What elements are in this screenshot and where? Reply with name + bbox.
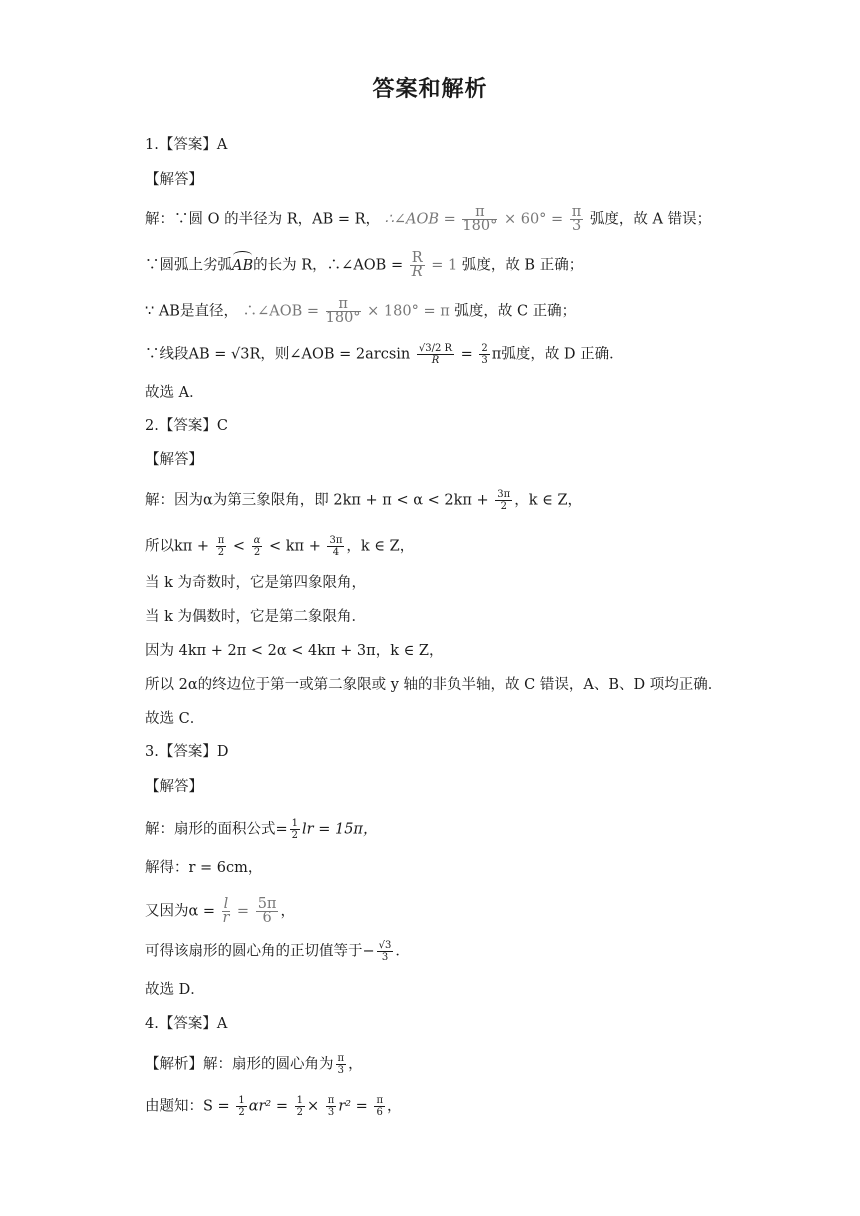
q3-step-2: 解得：r = 6cm，	[145, 860, 263, 876]
frac-pi-over-3: $\frac{\pi}{3}$	[571, 204, 582, 234]
q2-step-6: 所以 2α的终边位于第一或第二象限或 y 轴的非负半轴，故 C 错误，A、B、D 项均正确．	[145, 677, 723, 693]
arc-ab: AB	[232, 257, 254, 274]
frac-sqrt3-2R-over-R: $\frac{√3/2 R}{R}$	[418, 343, 453, 366]
q4-step-2: 由题知：S = $\frac{1}{2}$ αr² = $\frac{1}{2}$ × $\frac{\pi}{3}$ r² = $\frac{\pi}{6}$ ，	[145, 1095, 402, 1118]
q3-jieda-label: 【解答】	[145, 779, 203, 795]
q1-jieda-label: 【解答】	[145, 172, 203, 188]
q1-step-2: ∵圆弧上劣弧AB的长为 R，∴∠AOB = $\frac{R}{R}$ = 1 弧度，故 B 正确；	[145, 250, 584, 280]
frac-pi-over-3-c: $\frac{\pi}{3}$	[327, 1095, 335, 1118]
q2-step-1: 解：因为α为第三象限角，即 2kπ + π < α < 2kπ + $\frac{3\pi}{2}$ ，k ∈ Z，	[145, 489, 583, 512]
frac-1-over-2: $\frac{1}{2}$	[291, 818, 299, 841]
page-title: 答案和解析	[372, 77, 488, 102]
q3-answer: 3.【答案】D	[145, 744, 229, 760]
frac-3pi-over-2: $\frac{3\pi}{2}$	[497, 489, 511, 512]
frac-1-over-2-c: $\frac{1}{2}$	[296, 1095, 303, 1118]
frac-R-over-R: $\frac{R}{R}$	[411, 250, 423, 280]
frac-l-over-r: $\frac{l}{r}$	[222, 896, 230, 926]
q4-step-1: 【解析】解：扇形的圆心角为 $\frac{\pi}{3}$ ，	[145, 1053, 363, 1076]
q1-answer: 1.【答案】A	[145, 137, 228, 153]
q3-step-4: 可得该扇形的圆心角的正切值等于− $\frac{√3}{3}$ ．	[145, 940, 410, 963]
frac-pi-over-2: $\frac{\pi}{2}$	[217, 535, 225, 558]
q2-answer: 2.【答案】C	[145, 418, 228, 434]
frac-pi-over-6: $\frac{\pi}{6}$	[376, 1095, 384, 1118]
frac-1-over-2-b: $\frac{1}{2}$	[238, 1095, 245, 1118]
frac-pi-over-180-b: $\frac{\pi}{180^\circ}$	[325, 296, 361, 326]
q3-conclusion: 故选 D．	[145, 982, 205, 998]
q1-step-4: ∵线段AB = √3R，则∠AOB = 2arcsin $\frac{√3/2 R}{R}$ = $\frac{2}{3}$ π弧度，故 D 正确．	[145, 343, 624, 366]
q2-step-4: 当 k 为偶数时，它是第二象限角．	[145, 609, 367, 625]
frac-2-over-3: $\frac{2}{3}$	[481, 343, 488, 366]
frac-pi-over-180: $\frac{\pi}{180^\circ}$	[462, 204, 498, 234]
q2-step-2: 所以kπ + $\frac{\pi}{2}$ < $\frac{\alpha}{2}$ < kπ + $\frac{3\pi}{4}$ ，k ∈ Z，	[145, 535, 415, 558]
frac-pi-over-3-b: $\frac{\pi}{3}$	[337, 1053, 345, 1076]
frac-alpha-over-2: $\frac{\alpha}{2}$	[253, 535, 261, 558]
q2-step-3: 当 k 为奇数时，它是第四象限角，	[145, 575, 367, 591]
q4-answer: 4.【答案】A	[145, 1016, 228, 1032]
q1-step-3: ∵ AB是直径， ∴∠AOB = $\frac{\pi}{180^\circ}$ × 180° = π 弧度，故 C 正确；	[145, 296, 577, 326]
q3-step-3: 又因为α = $\frac{l}{r}$ = $\frac{5\pi}{6}$ ，	[145, 896, 295, 926]
q1-conclusion: 故选 A．	[145, 385, 204, 401]
q2-step-5: 因为 4kπ + 2π < 2α < 4kπ + 3π，k ∈ Z，	[145, 643, 444, 659]
q1-step-1: 解：∵圆 O 的半径为 R，AB = R， ∴∠AOB = $\frac{\pi}{180^\circ}$ × 60° = $\frac{\pi}{3}$ 弧度，故 A 错误；	[145, 204, 712, 234]
q2-conclusion: 故选 C．	[145, 711, 205, 727]
q3-step-1: 解：扇形的面积公式= $\frac{1}{2}$ lr = 15π，	[145, 818, 378, 841]
q2-jieda-label: 【解答】	[145, 452, 203, 468]
frac-5pi-over-6: $\frac{5\pi}{6}$	[257, 896, 277, 926]
frac-sqrt3-over-3: $\frac{√3}{3}$	[378, 940, 392, 963]
frac-3pi-over-4: $\frac{3\pi}{4}$	[329, 535, 343, 558]
